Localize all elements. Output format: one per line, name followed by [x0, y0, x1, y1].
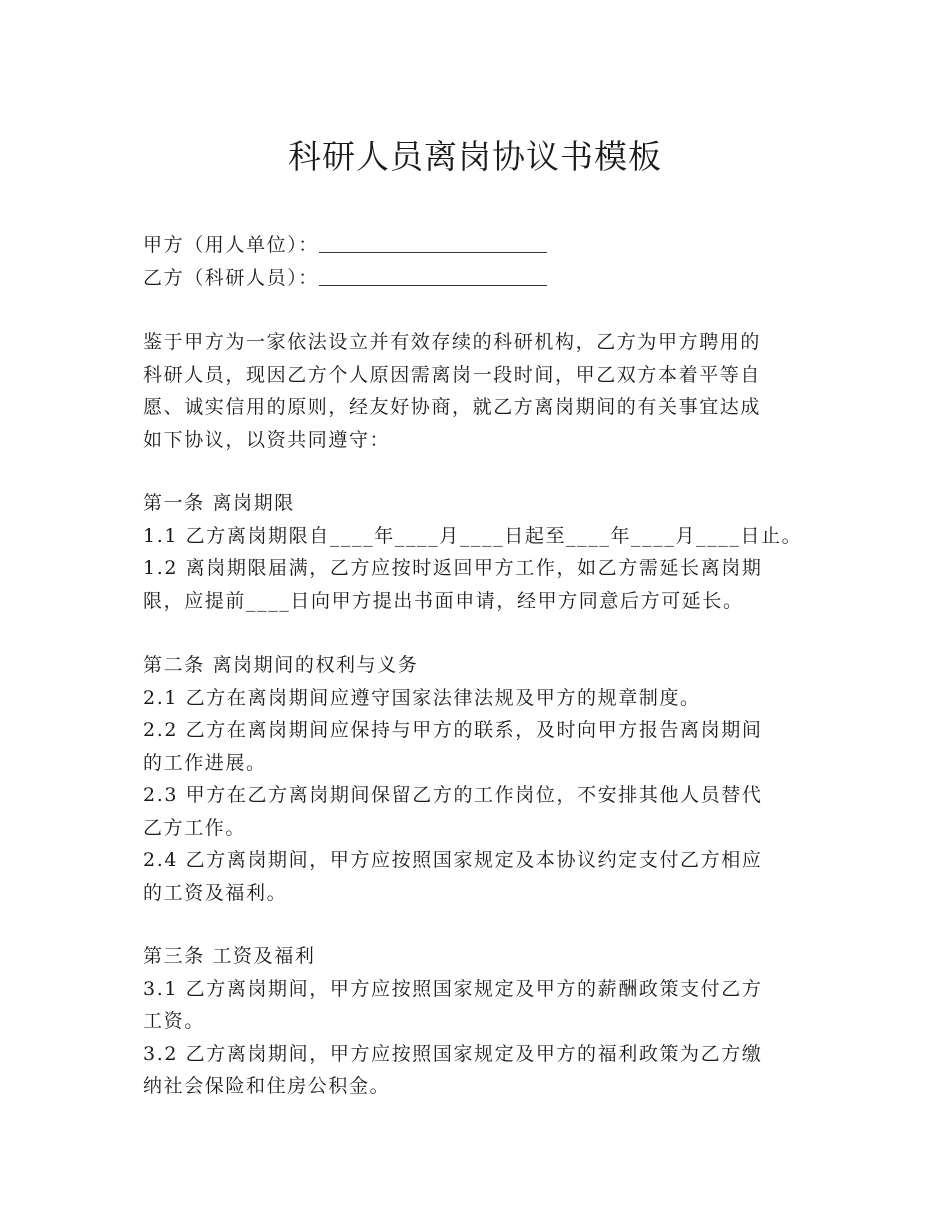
party-b-blank — [319, 265, 547, 286]
preamble-line: 鉴于甲方为一家依法设立并有效存续的科研机构，乙方为甲方聘用的 — [143, 331, 762, 353]
document-title: 科研人员离岗协议书模板 — [288, 137, 662, 176]
article-1-clause: 1.1 乙方离岗期限自____年____月____日起至____年____月____日止。 — [143, 524, 803, 547]
parties-section — [143, 229, 843, 294]
article-3-heading: 第三条 工资及福利 — [143, 945, 316, 967]
preamble-line: 愿、诚实信用的原则，经友好协商，就乙方离岗期间的有关事宜达成 — [143, 396, 762, 418]
article-3-section — [143, 940, 843, 1103]
article-1-section — [143, 487, 843, 617]
article-3-clause: 3.1 乙方离岗期间，甲方应按照国家规定及甲方的薪酬政策支付乙方 — [143, 977, 763, 1000]
party-a-label: 甲方（用人单位）： — [143, 234, 319, 256]
party-b-label: 乙方（科研人员）： — [143, 266, 319, 289]
article-2-clause: 2.4 乙方离岗期间，甲方应按照国家规定及本协议约定支付乙方相应 — [143, 849, 763, 871]
article-1-clause: 1.2 离岗期限届满，乙方应按时返回甲方工作，如乙方需延长离岗期 — [143, 557, 763, 579]
article-2-clause: 2.2 乙方在离岗期间应保持与甲方的联系，及时向甲方报告离岗期间 — [143, 719, 763, 741]
preamble-section — [143, 326, 843, 456]
party-b-row — [143, 262, 843, 295]
article-3-clause: 工资。 — [143, 1010, 205, 1032]
article-2-clause: 2.1 乙方在离岗期间应遵守国家法律法规及甲方的规章制度。 — [143, 686, 701, 709]
preamble-line: 如下协议，以资共同遵守： — [143, 428, 391, 451]
article-2-clause: 的工资及福利。 — [143, 881, 288, 904]
article-3-clause: 3.2 乙方离岗期间，甲方应按照国家规定及甲方的福利政策为乙方缴 — [143, 1042, 763, 1065]
article-2-heading: 第二条 离岗期间的权利与义务 — [143, 654, 419, 676]
article-1-heading: 第一条 离岗期限 — [143, 492, 295, 514]
party-a-blank — [319, 232, 547, 253]
preamble-line: 科研人员，现因乙方个人原因需离岗一段时间，甲乙双方本着平等自 — [143, 363, 762, 386]
article-2-clause: 的工作进展。 — [143, 751, 267, 774]
party-a-row — [143, 229, 843, 262]
article-2-clause: 乙方工作。 — [143, 816, 247, 839]
article-2-clause: 2.3 甲方在乙方离岗期间保留乙方的工作岗位，不安排其他人员替代 — [143, 784, 763, 806]
article-1-clause: 限，应提前____日向甲方提出书面申请，经甲方同意后方可延长。 — [143, 589, 744, 612]
article-2-section — [143, 649, 843, 909]
article-3-clause: 纳社会保险和住房公积金。 — [143, 1075, 391, 1097]
